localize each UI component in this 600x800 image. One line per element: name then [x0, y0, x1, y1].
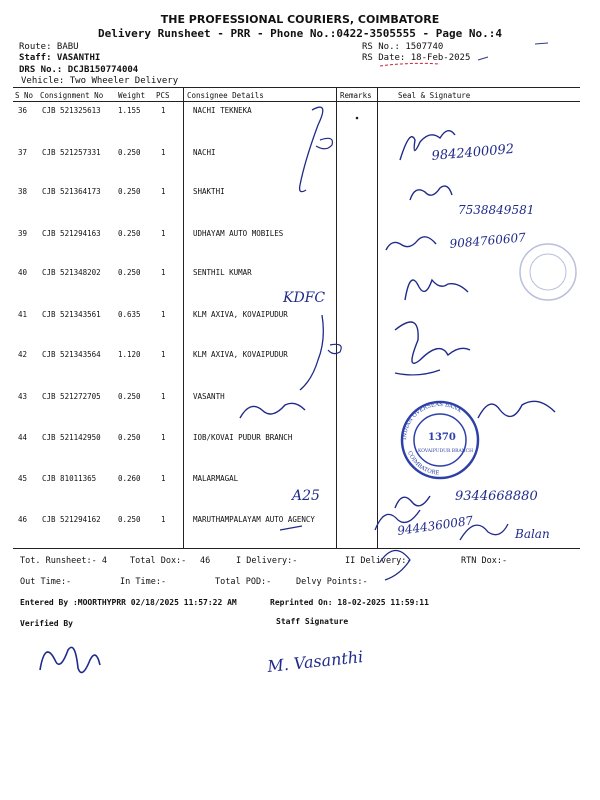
staff-signature-label: Staff Signature [276, 617, 349, 626]
route-label: Route: BABU [19, 42, 79, 52]
rs-number: RS No.: 1507740 [362, 42, 444, 52]
staff-label: Staff: VASANTHI [19, 53, 101, 63]
table-row-consignee: NACHI TEKNEKA [193, 106, 252, 115]
table-row-weight: 0.250 [118, 392, 141, 401]
pen-stroke [380, 550, 410, 580]
entered-by: Entered By :MOORTHYPRR 02/18/2025 11:57:22 AM [20, 598, 237, 607]
bank-stamp [402, 402, 478, 478]
table-row-sno: 42 [18, 350, 28, 359]
table-row-pcs: 1 [161, 187, 166, 196]
pen-stroke [280, 526, 302, 530]
col-seal: Seal & Signature [398, 91, 471, 100]
total-dox-value: 46 [200, 556, 211, 566]
table-row-consignment: CJB 521272705 [42, 392, 101, 401]
i-delivery: I Delivery:- [236, 556, 298, 566]
table-row-pcs: 1 [161, 392, 166, 401]
table-row-pcs: 1 [161, 229, 166, 238]
pen-stroke [316, 138, 333, 148]
total-dox-label: Total Dox:- [130, 556, 187, 566]
table-row-consignment: CJB 521343561 [42, 310, 101, 319]
pen-stroke [300, 315, 323, 390]
table-row-pcs: 1 [161, 106, 166, 115]
col-sno: S No [15, 91, 34, 100]
in-time: In Time:- [120, 577, 167, 587]
row46-name: Balan [515, 527, 550, 541]
table-row-consignee: NACHI [193, 148, 216, 157]
signature-41-42 [395, 322, 470, 363]
row40-note: KDFC [283, 290, 326, 306]
total-pod: Total POD:- [215, 577, 272, 587]
signature-42-line [395, 370, 440, 375]
delvy-points: Delvy Points:- [296, 577, 368, 587]
table-row-consignment: CJB 521294162 [42, 515, 101, 524]
table-row-sno: 44 [18, 433, 28, 442]
table-row-pcs: 1 [161, 350, 166, 359]
rtn-dox: RTN Dox:- [461, 556, 508, 566]
table-row-sno: 43 [18, 392, 28, 401]
col-consignee: Consignee Details [187, 91, 264, 100]
rs-date: RS Date: 18-Feb-2025 [362, 53, 471, 63]
table-row-sno: 46 [18, 515, 28, 524]
col-weight: Weight [118, 91, 146, 100]
table-row-consignee: IOB/KOVAI PUDUR BRANCH [193, 433, 293, 442]
table-row-weight: 0.250 [118, 148, 141, 157]
table-row-consignee: KLM AXIVA, KOVAIPUDUR [193, 310, 288, 319]
table-row-weight: 0.635 [118, 310, 141, 319]
col-remarks: Remarks [340, 91, 372, 100]
col-pcs: PCS [156, 91, 170, 100]
bank-stamp-branch: KOVAIPUDUR BRANCH [418, 449, 474, 454]
staff-handwritten-signature: M. Vasanthi [266, 647, 364, 676]
table-row-sno: 41 [18, 310, 28, 319]
ii-delivery: II Delivery:- [345, 556, 412, 566]
table-row-consignment: CJB 521364173 [42, 187, 101, 196]
vehicle-label: Vehicle: Two Wheeler Delivery [21, 76, 179, 86]
table-row-consignment: CJB 521257331 [42, 148, 101, 157]
table-row-pcs: 1 [161, 310, 166, 319]
table-row-weight: 1.155 [118, 106, 141, 115]
bank-stamp-code: 1370 [428, 432, 456, 443]
table-row-consignment: CJB 521294163 [42, 229, 101, 238]
signature-40 [405, 280, 468, 300]
table-row-pcs: 1 [161, 474, 166, 483]
bank-stamp-name: INDIAN OVERSEAS BANK [401, 401, 463, 441]
pen-stroke [328, 344, 341, 353]
out-time: Out Time:- [20, 577, 72, 587]
verifier-signature [40, 647, 100, 672]
signature-45 [395, 496, 430, 508]
tot-runsheet: Tot. Runsheet:- 4 [20, 556, 107, 566]
faint-stamp-row-40 [520, 244, 576, 300]
table-row-sno: 36 [18, 106, 28, 115]
row46-phone: 9444360087 [396, 513, 475, 538]
signature-43-right [478, 401, 555, 418]
signature-39 [386, 237, 436, 250]
signature-43 [240, 403, 305, 418]
table-row-consignment: CJB 521142950 [42, 433, 101, 442]
row38-phone: 7538849581 [458, 203, 535, 217]
table-row-consignee: SENTHIL KUMAR [193, 268, 252, 277]
table-row-consignment: CJB 521325613 [42, 106, 101, 115]
table-row-consignment: CJB 521343564 [42, 350, 101, 359]
runsheet-subtitle: Delivery Runsheet - PRR - Phone No.:0422-3505555 - Page No.:4 [98, 27, 502, 40]
table-row-consignment: CJB 81011365 [42, 474, 97, 483]
pen-stroke [300, 107, 323, 192]
row37-phone: 9842400092 [431, 141, 515, 164]
table-row-consignee: MALARMAGAL [193, 474, 239, 483]
table-row-weight: 1.120 [118, 350, 141, 359]
table-row-weight: 0.250 [118, 187, 141, 196]
table-row-consignee: VASANTH [193, 392, 225, 401]
table-row-weight: 0.260 [118, 474, 141, 483]
table-row-sno: 45 [18, 474, 28, 483]
row45-phone: 9344668880 [455, 489, 538, 504]
bank-stamp-city: COIMBATORE [406, 450, 440, 477]
reprinted-on: Reprinted On: 18-02-2025 11:59:11 [270, 598, 429, 607]
table-row-weight: 0.250 [118, 433, 141, 442]
row39-phone: 9084760607 [449, 230, 527, 251]
table-row-weight: 0.250 [118, 268, 141, 277]
table-row-weight: 0.250 [118, 515, 141, 524]
table-row-sno: 37 [18, 148, 28, 157]
table-row-consignment: CJB 521348202 [42, 268, 101, 277]
row45-note: A25 [292, 488, 320, 504]
table-row-sno: 39 [18, 229, 28, 238]
table-row-pcs: 1 [161, 515, 166, 524]
signature-38 [410, 186, 452, 200]
table-row-consignee: UDHAYAM AUTO MOBILES [193, 229, 284, 238]
table-row-sno: 38 [18, 187, 28, 196]
table-row-sno: 40 [18, 268, 28, 277]
table-row-pcs: 1 [161, 148, 166, 157]
table-row-pcs: 1 [161, 268, 166, 277]
table-row-consignee: KLM AXIVA, KOVAIPUDUR [193, 350, 288, 359]
verified-by: Verified By [20, 619, 73, 628]
company-title: THE PROFESSIONAL COURIERS, COIMBATORE [160, 13, 440, 26]
table-row-consignee: MARUTHAMPALAYAM AUTO AGENCY [193, 515, 315, 524]
table-row-weight: 0.250 [118, 229, 141, 238]
table-row-pcs: 1 [161, 433, 166, 442]
col-consignment: Consignment No [40, 91, 104, 100]
drs-number: DRS No.: DCJB150774004 [19, 65, 139, 75]
table-row-consignee: SHAKTHI [193, 187, 225, 196]
